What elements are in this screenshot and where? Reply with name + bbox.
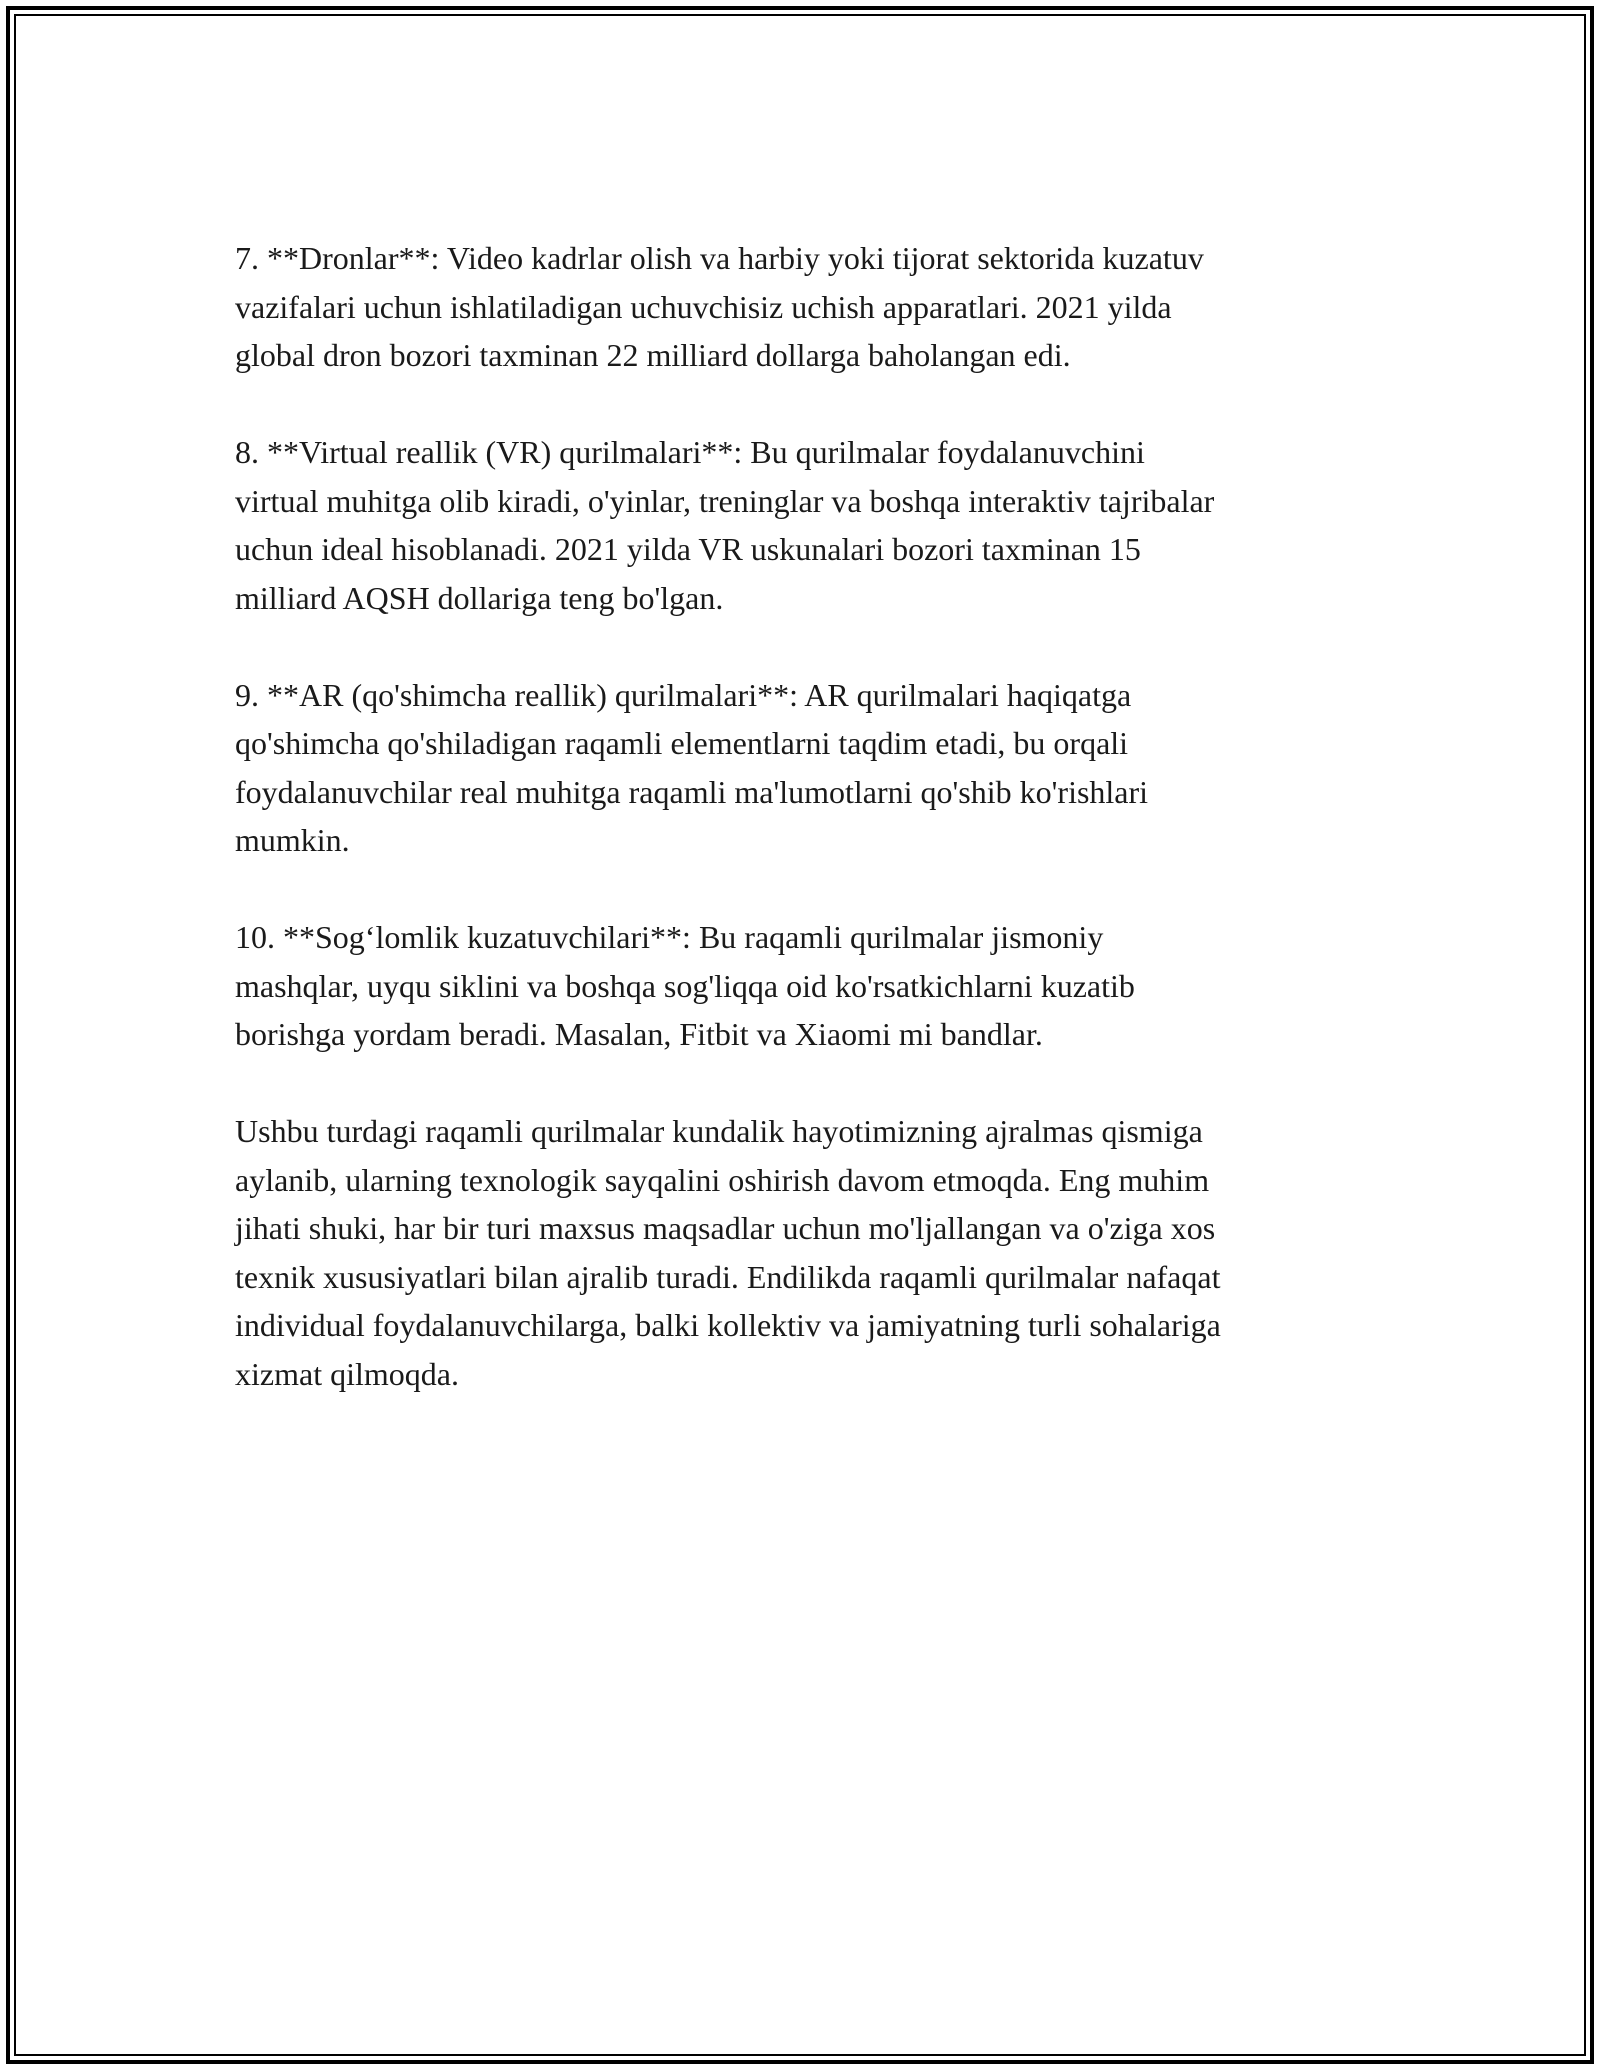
paragraph-conclusion: Ushbu turdagi raqamli qurilmalar kundalik hayotimizning ajralmas qismiga aylanib, ularning texnologik sayqalini oshirish davom etmoqda. Eng muhim jihati shuki, har bir turi maxsus maqsadlar uchun mo'ljallangan va o'ziga xos texnik xususiyatlari bilan ajralib turadi. Endilikda raqamli qurilmalar nafaqat individual foydalanuvchilarga, balki kollektiv va jamiyatning turli sohalariga xizmat qilmoqda. bbox=[235, 1113, 1221, 1392]
document-body bbox=[235, 234, 1370, 1447]
paragraph-vr-devices: 8. **Virtual reallik (VR) qurilmalari**: Bu qurilmalar foydalanuvchini virtual muhitga olib kiradi, o'yinlar, treninglar va boshqa interaktiv tajribalar uchun ideal hisoblanadi. 2021 yilda VR uskunalari bozori taxminan 15 milliard AQSH dollariga teng bo'lgan. bbox=[235, 434, 1215, 616]
paragraph-drones: 7. **Dronlar**: Video kadrlar olish va harbiy yoki tijorat sektorida kuzatuv vazifalari uchun ishlatiladigan uchuvchisiz uchish apparatlari. 2021 yilda global dron bozori taxminan 22 milliard dollarga baholangan edi. bbox=[235, 240, 1204, 373]
paragraph-ar-devices: 9. **AR (qo'shimcha reallik) qurilmalari**: AR qurilmalari haqiqatga qo'shimcha qo'shiladigan raqamli elementlarni taqdim etadi, bu orqali foydalanuvchilar real muhitga raqamli ma'lumotlarni qo'shib ko'rishlari mumkin. bbox=[235, 676, 1149, 858]
paragraph-health-trackers: 10. **Sog‘lomlik kuzatuvchilari**: Bu raqamli qurilmalar jismoniy mashqlar, uyqu siklini va boshqa sog'liqqa oid ko'rsatkichlarni kuzatib borishga yordam beradi. Masalan, Fitbit va Xiaomi mi bandlar. bbox=[235, 919, 1135, 1052]
